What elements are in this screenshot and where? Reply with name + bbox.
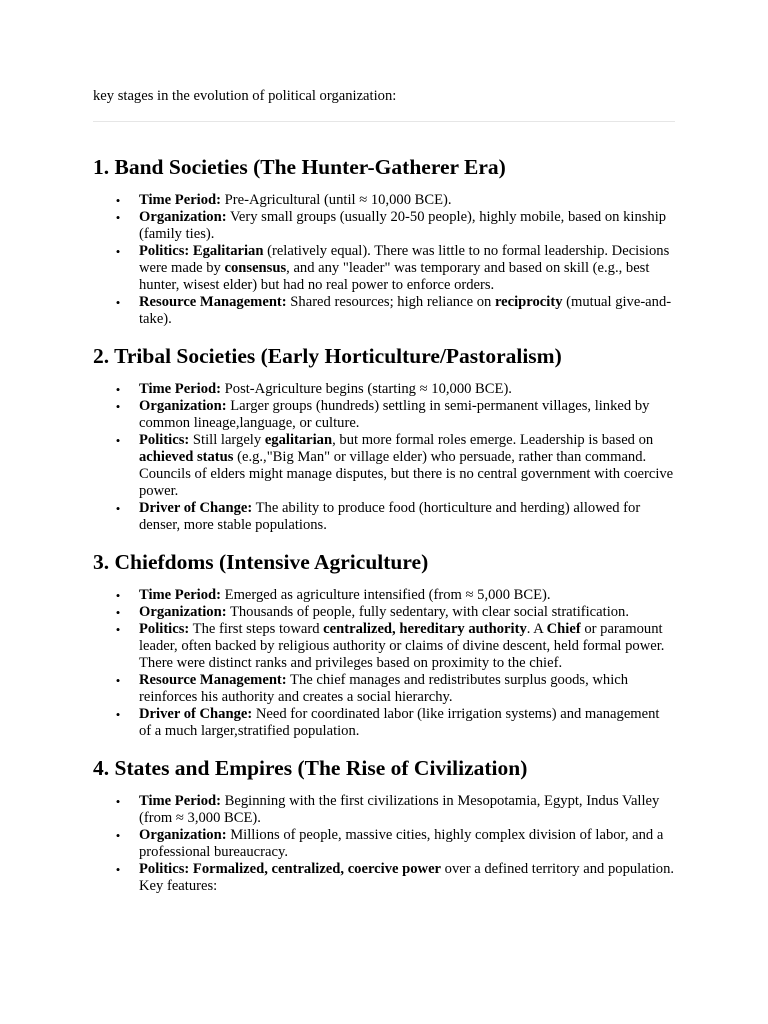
bold-term: Politics: Formalized, centralized, coercive power: [139, 861, 442, 877]
section-heading-states-and-empires: 4. States and Empires (The Rise of Civilization): [93, 756, 528, 780]
bullet-icon: •: [115, 193, 121, 208]
bold-term: Resource Management:: [139, 294, 287, 310]
item-text: Very small groups (usually 20-50 people), highly mobile, based on kinship (family ties).: [139, 209, 667, 242]
section-heading-chiefdoms: 3. Chiefdoms (Intensive Agriculture): [93, 550, 429, 574]
list-item: [93, 861, 675, 895]
bold-term: Organization:: [139, 398, 227, 414]
list-item: [93, 192, 675, 209]
item-text: . A: [526, 621, 547, 637]
section-heading-tribal-societies: 2. Tribal Societies (Early Horticulture/Pastoralism): [93, 344, 562, 368]
bullet-icon: •: [115, 673, 121, 688]
list-item: [93, 432, 675, 500]
bold-term: Politics:: [139, 432, 190, 448]
bold-term: Time Period:: [139, 587, 222, 603]
item-text: or paramount leader, often backed by religious authority or claims of divine descent, held formal power. There were distinct ranks and privileges based on proximity to the chief.: [139, 621, 665, 671]
bold-term: egalitarian: [264, 432, 333, 448]
bold-term: Time Period:: [139, 192, 222, 208]
item-text: Emerged as agriculture intensified (from ≈ 5,000 BCE).: [221, 587, 551, 603]
item-text: The first steps toward: [189, 621, 324, 637]
bullet-icon: •: [115, 588, 121, 603]
bold-term: Resource Management:: [139, 672, 287, 688]
bullet-icon: •: [115, 862, 121, 877]
list-item: [93, 500, 675, 534]
section-heading-band-societies: 1. Band Societies (The Hunter-Gatherer Era): [93, 155, 506, 179]
item-text: (mutual give-and-take).: [139, 294, 672, 327]
bold-term: reciprocity: [494, 294, 563, 310]
section-list-states-and-empires: [93, 793, 675, 895]
bold-term: Organization:: [139, 827, 227, 843]
list-item: [93, 398, 675, 432]
item-text: Need for coordinated labor (like irrigation systems) and management of a much larger,stratified population.: [139, 706, 660, 739]
item-text: Still largely: [189, 432, 265, 448]
section-list-band-societies: [93, 192, 675, 328]
bold-term: Time Period:: [139, 381, 222, 397]
list-item: [93, 706, 675, 740]
bold-term: Chief: [546, 621, 581, 637]
bold-term: Politics:: [139, 621, 190, 637]
list-item: [93, 827, 675, 861]
document-page: [93, 88, 675, 895]
list-item: [93, 621, 675, 672]
bold-term: Driver of Change:: [139, 500, 253, 516]
item-text: Larger groups (hundreds) settling in semi-permanent villages, linked by common lineage,language, or culture.: [139, 398, 650, 431]
item-text: (e.g.,"Big Man" or village elder) who persuade, rather than command. Councils of elders might manage disputes, but there is no central government with coercive power.: [139, 449, 674, 499]
list-item: [93, 793, 675, 827]
list-item: [93, 587, 675, 604]
bullet-icon: •: [115, 244, 121, 259]
bullet-icon: •: [115, 399, 121, 414]
bullet-icon: •: [115, 622, 121, 637]
bold-term: Organization:: [139, 604, 227, 620]
bold-term: Time Period:: [139, 793, 222, 809]
item-text: (relatively equal). There was little to no formal leadership. Decisions were made by: [139, 243, 670, 276]
bold-term: Driver of Change:: [139, 706, 253, 722]
item-text: Millions of people, massive cities, highly complex division of labor, and a professional bureaucracy.: [139, 827, 664, 860]
list-item: [93, 294, 675, 328]
bullet-icon: •: [115, 433, 121, 448]
bold-term: Politics: Egalitarian: [139, 243, 264, 259]
list-item: [93, 604, 675, 621]
list-item: [93, 672, 675, 706]
item-text: Thousands of people, fully sedentary, with clear social stratification.: [226, 604, 629, 620]
item-text: Shared resources; high reliance on: [286, 294, 495, 310]
bullet-icon: •: [115, 382, 121, 397]
bold-term: consensus: [224, 260, 287, 276]
bullet-icon: •: [115, 707, 121, 722]
item-text: , and any "leader" was temporary and based on skill (e.g., best hunter, wisest elder) but had no real power to enforce orders.: [139, 260, 650, 293]
item-text: The chief manages and redistributes surplus goods, which reinforces his authority and creates a social hierarchy.: [139, 672, 629, 705]
bold-term: achieved status: [139, 449, 234, 465]
item-text: Post-Agriculture begins (starting ≈ 10,000 BCE).: [221, 381, 512, 397]
item-text: The ability to produce food (horticulture and herding) allowed for denser, more stable populations.: [139, 500, 641, 533]
section-list-chiefdoms: [93, 587, 675, 740]
section-list-tribal-societies: [93, 381, 675, 534]
bullet-icon: •: [115, 210, 121, 225]
item-text: over a defined territory and population. Key features:: [139, 861, 675, 894]
item-text: , but more formal roles emerge. Leadership is based on: [332, 432, 654, 448]
bullet-icon: •: [115, 501, 121, 516]
bullet-icon: •: [115, 295, 121, 310]
bullet-icon: •: [115, 605, 121, 620]
list-item: [93, 243, 675, 294]
item-text: Beginning with the first civilizations in Mesopotamia, Egypt, Indus Valley (from ≈ 3,000 BCE).: [139, 793, 660, 826]
bold-term: Organization:: [139, 209, 227, 225]
bold-term: centralized, hereditary authority: [323, 621, 527, 637]
bullet-icon: •: [115, 828, 121, 843]
horizontal-divider: [93, 121, 675, 122]
list-item: [93, 209, 675, 243]
bullet-icon: •: [115, 794, 121, 809]
intro-text: key stages in the evolution of political organization:: [93, 88, 397, 104]
list-item: [93, 381, 675, 398]
item-text: Pre-Agricultural (until ≈ 10,000 BCE).: [221, 192, 452, 208]
